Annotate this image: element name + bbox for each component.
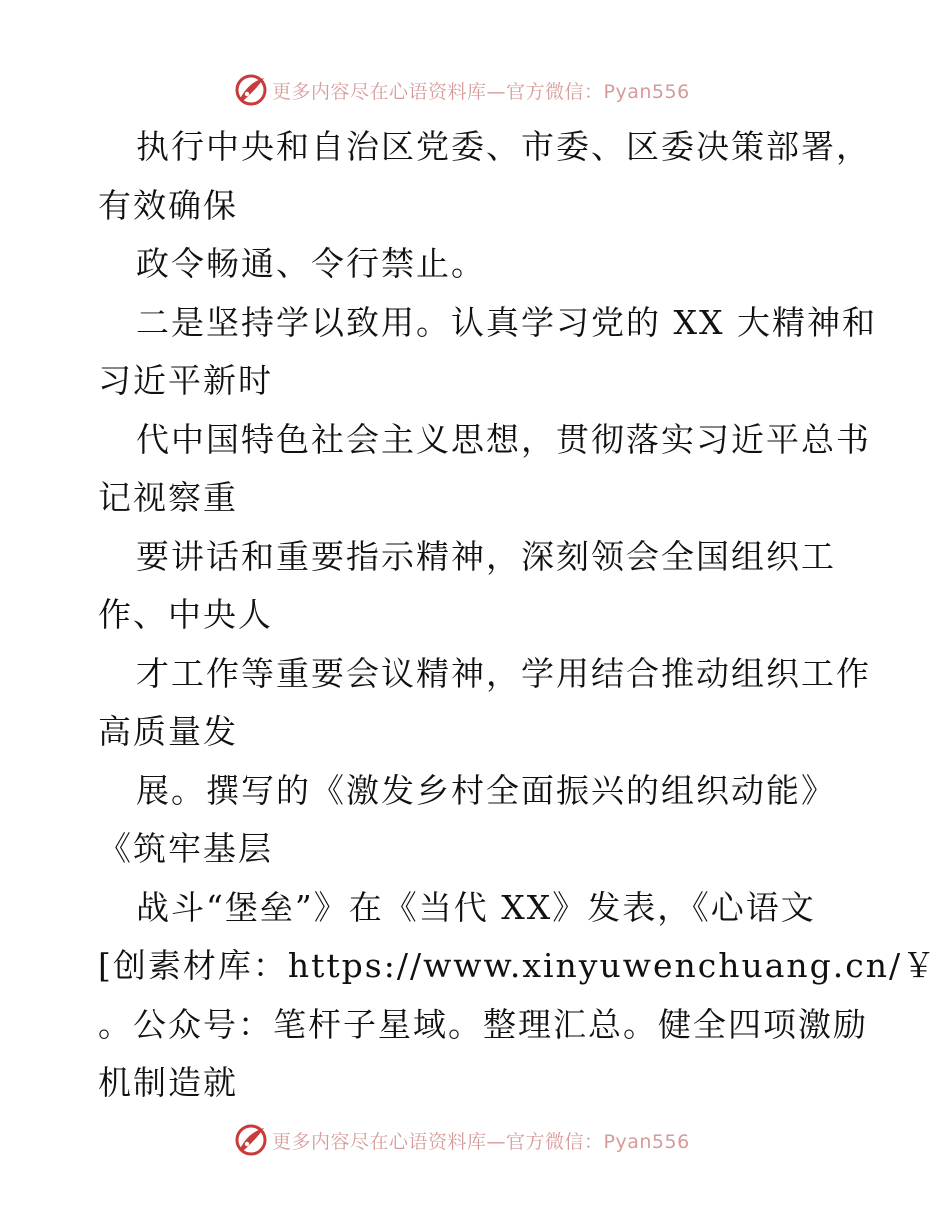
text-line: 记视察重 (98, 478, 238, 517)
text-line: 要讲话和重要指示精神，深刻领会全国组织工 (136, 536, 836, 576)
pen-logo-icon (234, 1123, 268, 1157)
text-line: 代中国特色社会主义思想，贯彻落实习近平总书 (136, 419, 871, 459)
pen-logo-icon (234, 73, 268, 107)
text-line: 习近平新时 (98, 361, 273, 400)
watermark-text: 更多内容尽在心语资料库—官方微信：Pyan556 (272, 80, 690, 103)
text-line: 机制造就 (98, 1063, 238, 1102)
text-line: 才工作等重要会议精神，学用结合推动组织工作 (136, 653, 871, 693)
text-line: [创素材库：https://www.xinyuwenchuang.cn/￥ (98, 946, 938, 985)
footer-watermark (234, 1120, 754, 1160)
text-line: 执行中央和自治区党委、市委、区委决策部署， (136, 127, 871, 166)
text-line: 《筑牢基层 (98, 829, 273, 868)
text-line: 展。撰写的《激发乡村全面振兴的组织动能》 (136, 770, 836, 810)
text-line: 二是坚持学以致用。认真学习党的 XX 大精神和 (136, 302, 877, 342)
header-watermark (234, 70, 754, 110)
watermark-text: 更多内容尽在心语资料库—官方微信：Pyan556 (272, 1130, 690, 1153)
text-line: 有效确保 (98, 185, 238, 225)
text-line: 战斗“堡垒”》在《当代 XX》发表，《心语文 (136, 887, 816, 927)
text-line: 作、中央人 (98, 595, 273, 634)
body-text (98, 118, 938, 1113)
text-line: 。公众号：笔杆子星域。整理汇总。健全四项激励 (98, 1004, 868, 1044)
text-line: 高质量发 (98, 712, 238, 751)
text-line: 政令畅通、令行禁止。 (136, 244, 486, 283)
